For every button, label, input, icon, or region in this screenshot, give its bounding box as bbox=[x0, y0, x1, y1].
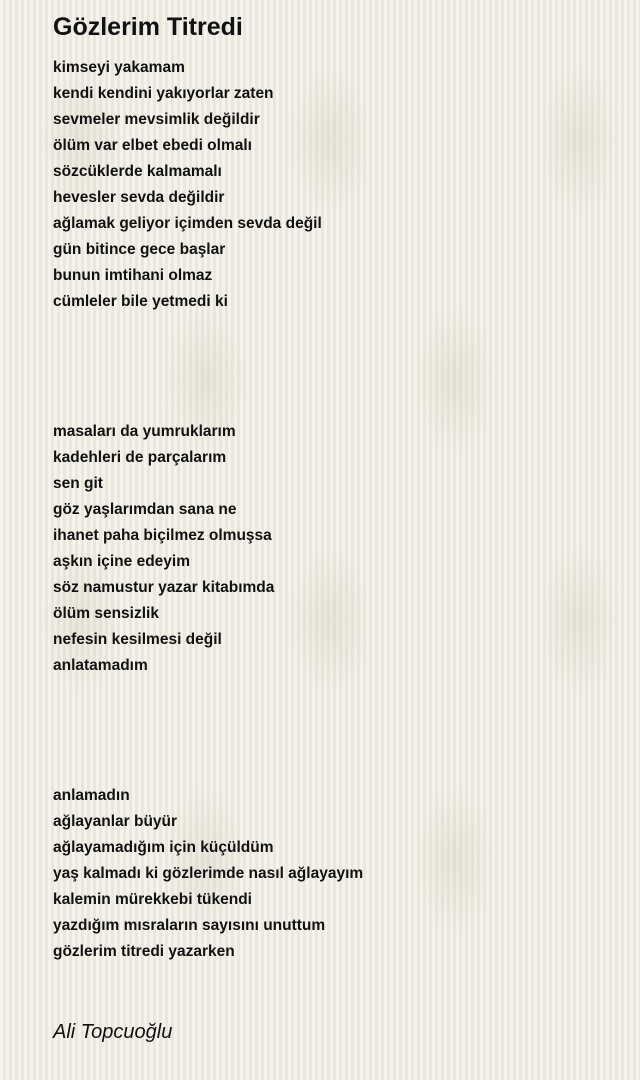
poem-line: anlamadın bbox=[53, 787, 130, 804]
poem-line: ölüm sensizlik bbox=[53, 605, 159, 622]
poem-line: ölüm var elbet ebedi olmalı bbox=[53, 137, 252, 154]
poem-line: kendi kendini yakıyorlar zaten bbox=[53, 85, 274, 102]
poem-line: nefesin kesilmesi değil bbox=[53, 631, 222, 648]
poem-line: söz namustur yazar kitabımda bbox=[53, 579, 275, 596]
poem-line: kimseyi yakamam bbox=[53, 59, 185, 76]
poem-line: yaş kalmadı ki gözlerimde nasıl ağlayayım bbox=[53, 865, 364, 882]
poem-line: ihanet paha biçilmez olmuşsa bbox=[53, 527, 272, 544]
poem-line: bunun imtihani olmaz bbox=[53, 267, 213, 284]
poem-line: aşkın içine edeyim bbox=[53, 553, 190, 570]
poem-line: anlatamadım bbox=[53, 657, 148, 674]
poem-line: yazdığım mısraların sayısını unuttum bbox=[53, 917, 326, 934]
poem-line: hevesler sevda değildir bbox=[53, 189, 225, 206]
poem-line: sen git bbox=[53, 475, 103, 492]
poem-line: gözlerim titredi yazarken bbox=[53, 943, 235, 960]
stanza-2 bbox=[53, 419, 613, 679]
poem-line: kadehleri de parçalarım bbox=[53, 449, 227, 466]
poem-line: kalemin mürekkebi tükendi bbox=[53, 891, 252, 908]
poem-container bbox=[53, 10, 613, 965]
poem-line: masaları da yumruklarım bbox=[53, 423, 236, 440]
poem-line: sevmeler mevsimlik değildir bbox=[53, 111, 260, 128]
poem-line: cümleler bile yetmedi ki bbox=[53, 293, 228, 310]
poem-line: ağlamak geliyor içimden sevda değil bbox=[53, 215, 322, 232]
stanza-3 bbox=[53, 783, 613, 965]
poem-author: Ali Topcuoğlu bbox=[53, 1021, 173, 1043]
poem-title: Gözlerim Titredi bbox=[53, 13, 243, 41]
poem-line: sözcüklerde kalmamalı bbox=[53, 163, 222, 180]
poem-line: göz yaşlarımdan sana ne bbox=[53, 501, 237, 518]
poem-body bbox=[53, 55, 613, 965]
poem-line: ağlayanlar büyür bbox=[53, 813, 178, 830]
stanza-1 bbox=[53, 55, 613, 315]
poem-line: ağlayamadığım için küçüldüm bbox=[53, 839, 274, 856]
poem-line: gün bitince gece başlar bbox=[53, 241, 226, 258]
